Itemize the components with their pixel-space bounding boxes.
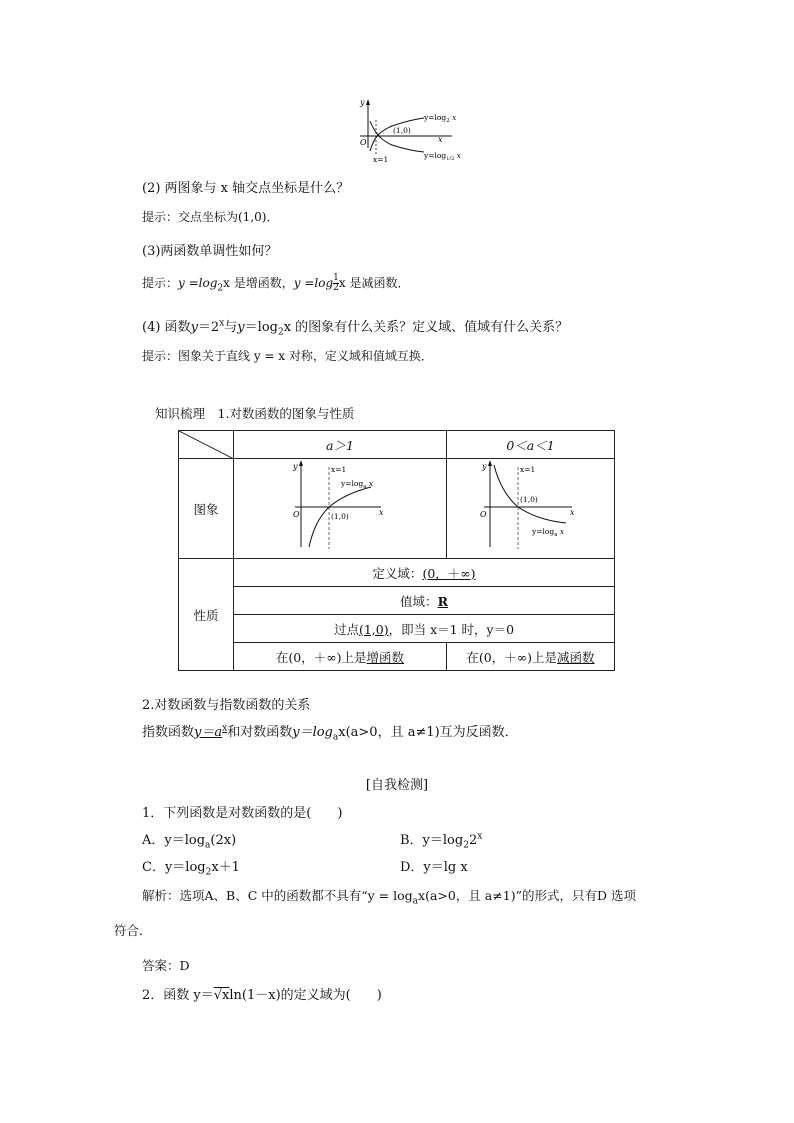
section-1-title: 知识梳理 1.对数函数的图象与性质: [155, 406, 355, 421]
hint-4: 提示：图象关于直线 y = x 对称，定义域和值域互换．: [142, 349, 433, 363]
prop-domain: 定义域：(0，＋∞): [234, 559, 615, 587]
table-corner: [179, 431, 234, 459]
prop-range: 值域：R: [234, 587, 615, 615]
top-graph-line-label: x=1: [373, 155, 389, 164]
svg-text:(1,0): (1,0): [519, 495, 538, 504]
hint-3-func-a: y =log: [178, 276, 218, 290]
selfcheck-title: [自我检测]: [365, 778, 429, 793]
svg-text:y: y: [293, 462, 298, 471]
top-graph-x-label: x: [438, 135, 443, 144]
hint-3: [142, 274, 409, 293]
question-2: (2) 两图象与 x 轴交点坐标是什么？: [142, 181, 350, 196]
row-label-props: 性质: [179, 559, 234, 671]
svg-text:x=1: x=1: [331, 465, 347, 474]
svg-text:x: x: [569, 508, 575, 517]
row-label-graph: 图象: [179, 459, 234, 559]
option-a: A．$y=\log_a(2x)$: [142, 833, 237, 851]
graph-a-lt-1-cell: [447, 459, 615, 559]
answer: 答案：D: [142, 958, 190, 973]
option-b: B．$y=\log_22^x$: [400, 831, 483, 851]
graph-a-lt-1: [476, 459, 586, 555]
header-a-lt-1: 0＜a＜1: [447, 431, 615, 459]
svg-text:y=loga x: $y=\log_a$ x: [341, 479, 374, 490]
svg-text:x: x: [379, 508, 384, 517]
question-3: (3)两函数单调性如何？: [142, 244, 278, 259]
hint-3-tail-a: x 是增函数，: [223, 276, 294, 290]
graph-a-gt-1-cell: [234, 459, 447, 559]
analysis: 解析：选项A、B、C 中的函数都不具有“$y = \log_ax(a>0$，且 a≠1)”的形式，只有D 选项: [142, 888, 636, 907]
hint-2: 提示：交点坐标为(1,0)．: [142, 210, 279, 224]
graph-a-gt-1: [285, 459, 395, 555]
top-graph-curve-up: $y=\log_2$ x: [424, 113, 457, 124]
top-log-graph: [352, 96, 472, 166]
section-2-text: 指数函数$y=a^x$和对数函数$y=\log_ax(a>0$，且 a≠1)互为反函数．: [142, 723, 518, 743]
prop-decreasing: 在(0，＋∞)上是减函数: [447, 643, 615, 671]
svg-text:O: O: [479, 510, 487, 519]
top-graph-point: (1,0): [393, 126, 411, 135]
question-4: (4) 函数$y=2^x$与$y=\log_2x$ 的图象有什么关系？定义域、值域有什么关系？: [142, 318, 569, 338]
prop-increasing: 在(0，＋∞)上是增函数: [234, 643, 447, 671]
hint-3-prefix: 提示：: [142, 276, 179, 290]
top-graph-curve-down: $y=\log_{1/2}$ x: [424, 151, 461, 162]
selfcheck-question-2: 2．函数 y＝√xln(1－x)的定义域为( ): [142, 988, 382, 1003]
top-graph-y-label: y: [360, 98, 365, 107]
analysis-cont: 符合．: [114, 923, 152, 938]
svg-text:y: y: [481, 462, 487, 471]
svg-text:x=1: x=1: [519, 465, 535, 474]
selfcheck-question-1: 1．下列函数是对数函数的是( ): [142, 806, 343, 821]
svg-text:O: O: [293, 510, 300, 519]
hint-3-sub-a: 2: [217, 283, 224, 294]
svg-text:(1,0): (1,0): [331, 512, 349, 521]
svg-text:y=loga x: $y=\log_a$ x: [531, 527, 564, 538]
hint-3-func-b: y =log: [293, 276, 334, 290]
hint-3-tail-b: x 是减函数．: [338, 276, 410, 290]
hint-3-fraction: $\frac{1}{2}$: [333, 273, 339, 293]
prop-fixed-point: 过点(1,0)，即当 x＝1 时，y＝0: [234, 615, 615, 643]
option-d: D．y＝lg x: [400, 860, 468, 875]
header-a-gt-1: a＞1: [234, 431, 447, 459]
log-properties-table: [178, 430, 615, 671]
top-graph-origin: O: [360, 138, 367, 147]
option-c: C．$y=\log_2x+1$: [142, 860, 240, 878]
section-2-title: 2.对数函数与指数函数的关系: [142, 698, 311, 713]
